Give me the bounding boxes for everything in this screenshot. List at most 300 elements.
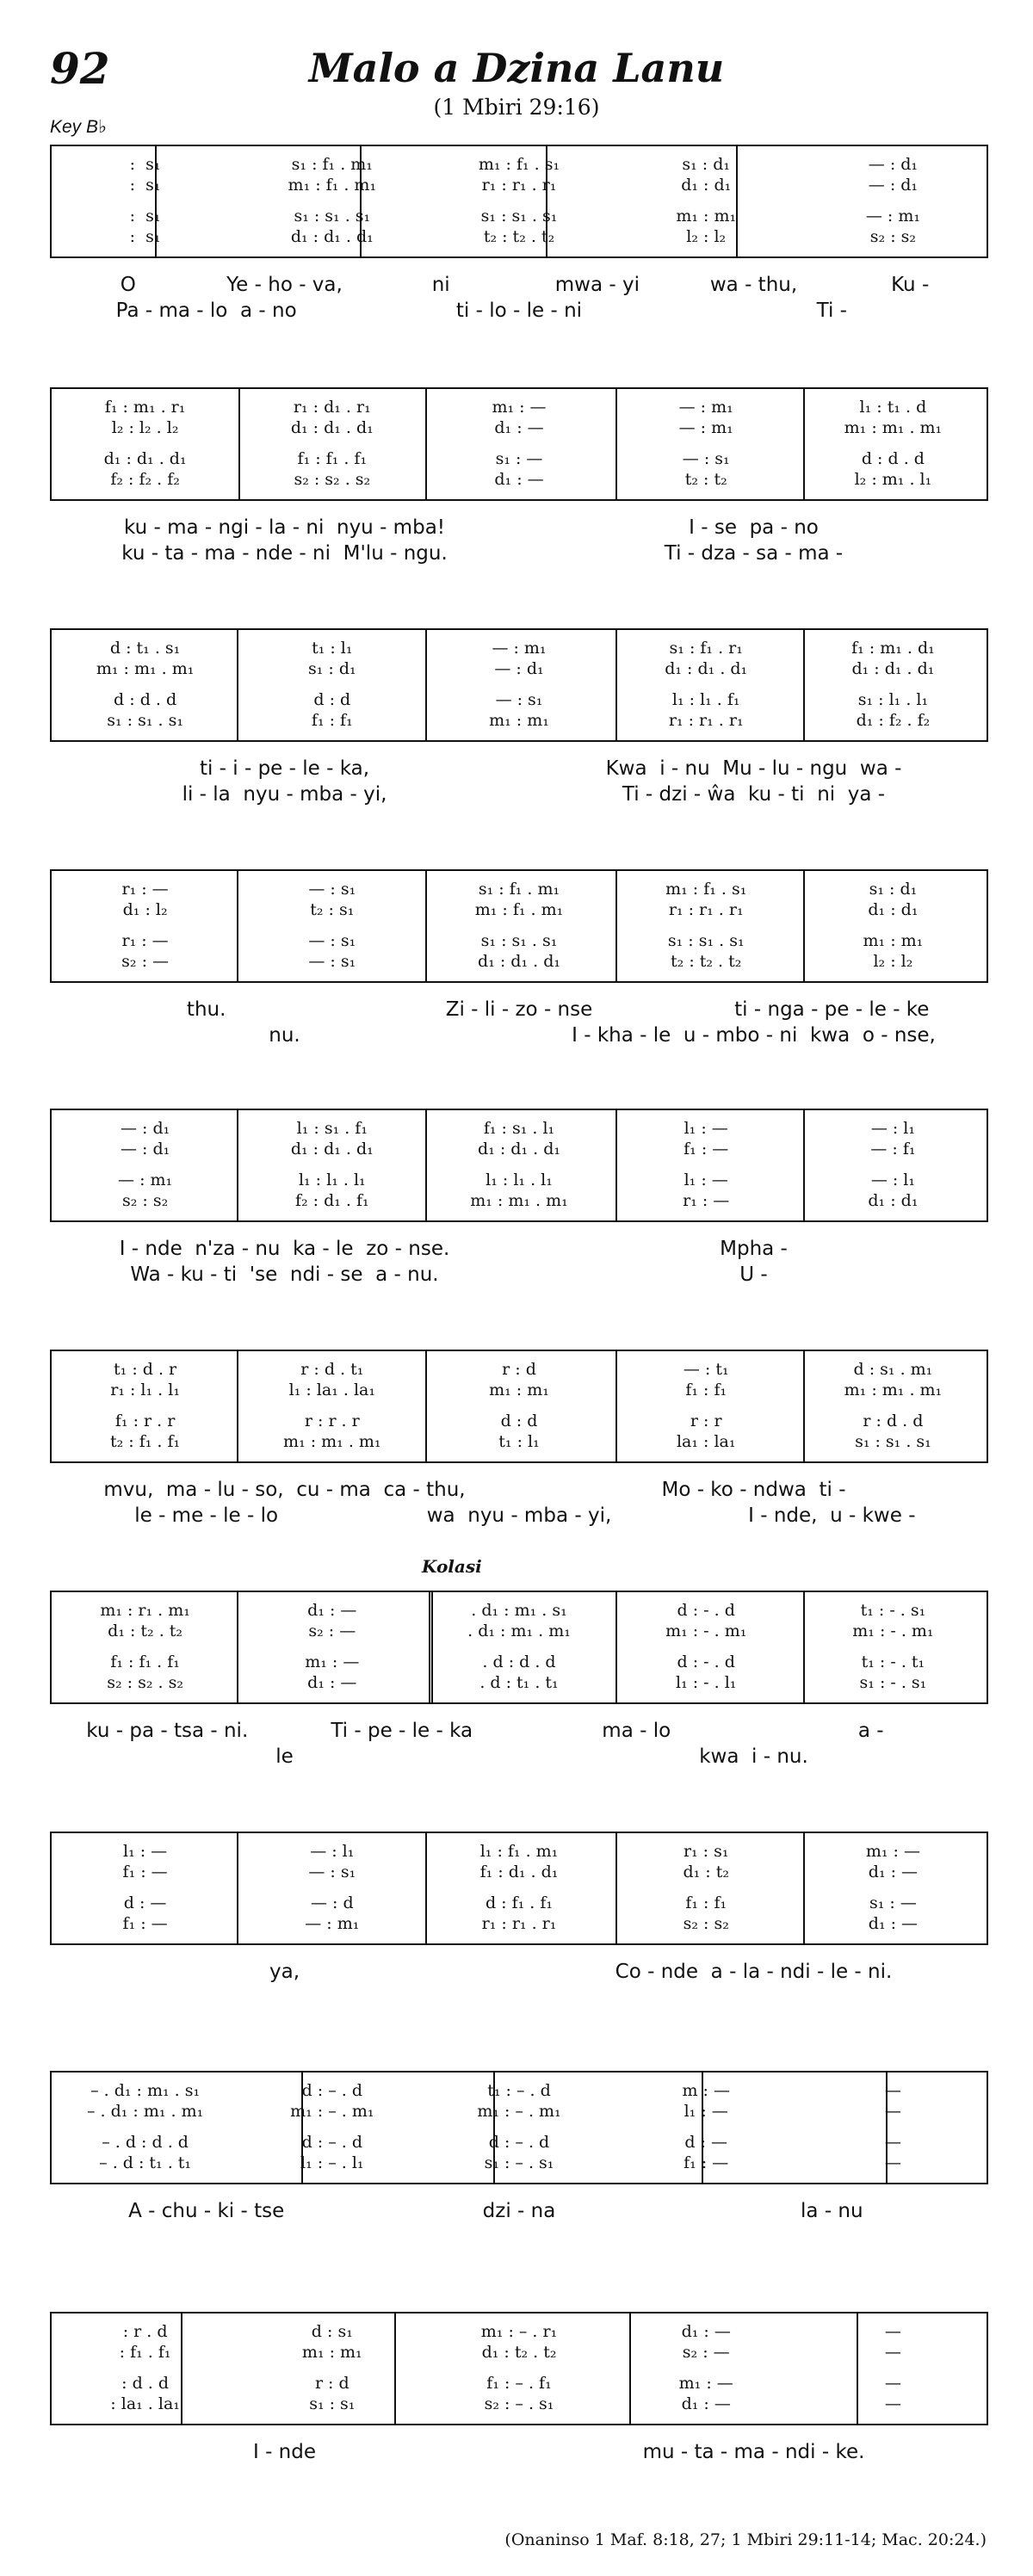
measure-notes: —	[884, 2322, 901, 2341]
measure-notes: s₁ : d₁	[682, 155, 731, 174]
measure-notes: t₂ : t₂	[684, 470, 727, 489]
lyric-phrase: I - nde	[252, 2441, 317, 2463]
measure-notes: s₁ : - . s₁	[859, 1673, 927, 1692]
lyrics-block	[50, 274, 988, 325]
measure-notes: la₁ : la₁	[676, 1432, 736, 1451]
lyrics-block	[50, 516, 988, 568]
measure-notes: l₁ : l₁ . f₁	[671, 690, 740, 709]
measure-notes: m₁ : - . m₁	[665, 1622, 747, 1640]
measure-notes: — : l₁	[870, 1171, 915, 1189]
measure-notes: f₁ : – . f₁	[486, 2374, 552, 2393]
measure-notes: d₁ : d₁ . d₁	[290, 227, 374, 246]
measure-notes: m₁ : m₁	[489, 711, 549, 730]
music-system	[50, 1350, 988, 1463]
measure-notes: – . d₁ : m₁ . m₁	[86, 2102, 204, 2121]
measure-notes: l₁ : —	[684, 1119, 728, 1138]
measure-notes: s₂ : s₂	[869, 227, 917, 246]
measure-notes: m₁ : m₁	[489, 1381, 549, 1399]
voice-part-row	[52, 1842, 987, 1863]
measure-notes: f₁ : —	[684, 2153, 729, 2172]
measure-notes: : s₁	[129, 227, 161, 246]
measure-notes: d₁ : d₁ . d₁	[103, 449, 187, 468]
measure-notes: f₁ : —	[122, 1863, 168, 1881]
measure-notes: s₁ : s₁ . s₁	[480, 207, 558, 225]
lyric-phrase: la - nu	[801, 2200, 863, 2222]
measure-notes: — : s₁	[308, 880, 356, 899]
measure-notes: t₁ : l₁	[312, 639, 353, 658]
voice-part-row	[52, 931, 987, 952]
measure-notes: r₁ : r₁ . r₁	[668, 900, 744, 919]
lyric-phrase: ku - ta - ma - nde - ni M'lu - ngu.	[121, 542, 448, 565]
measure-notes: r₁ : —	[121, 931, 169, 950]
measure-notes: s₁ : s₁ . s₁	[855, 1432, 931, 1451]
measure-notes: t₂ : t₂ . t₂	[483, 227, 555, 246]
measure-notes: m₁ : m₁ . m₁	[844, 1381, 943, 1399]
lyric-phrase: O	[120, 274, 136, 296]
lyric-phrase: Ti - pe - le - ka	[331, 1720, 473, 1742]
music-system	[50, 387, 988, 501]
measure-notes: d : d . d	[114, 690, 177, 709]
voice-part-row	[52, 2322, 987, 2343]
music-system	[50, 2312, 988, 2425]
lyric-line	[50, 2441, 988, 2467]
measure-notes: —	[884, 2374, 901, 2393]
voice-part-row	[52, 1171, 987, 1191]
measure-notes: – . d : d . d	[102, 2133, 189, 2152]
measure-notes: l₁ : —	[123, 1842, 168, 1861]
measure-notes: — : m₁	[678, 398, 733, 417]
measure-notes: r₁ : r₁ . r₁	[481, 176, 557, 195]
lyric-phrase: mvu, ma - lu - so, cu - ma ca - thu,	[103, 1479, 466, 1501]
measure-notes: r : d . d	[863, 1412, 924, 1430]
measure-notes: t₂ : s₁	[310, 900, 355, 919]
measure-notes: m₁ : – . m₁	[477, 2102, 561, 2121]
measure-notes: r₁ : —	[121, 880, 169, 899]
voice-part-row	[52, 1652, 987, 1673]
voice-part-row	[52, 2133, 987, 2153]
voice-part-row	[52, 1412, 987, 1432]
measure-notes: d₁ : d₁ . d₁	[478, 952, 560, 971]
voice-part-row	[52, 2374, 987, 2394]
measure-notes: s₁ : —	[869, 1893, 917, 1912]
measure-notes: s₁ : —	[495, 449, 543, 468]
measure-notes: f₁ : f₁ . f₁	[110, 1652, 180, 1671]
measure-notes: d₁ : —	[307, 1673, 357, 1692]
measure-notes: l₁ : l₁ . l₁	[486, 1171, 553, 1189]
measure-notes: d₁ : d₁ . d₁	[290, 1140, 374, 1158]
lyric-phrase: thu.	[186, 998, 226, 1021]
measure-notes: d₁ : d₁ . d₁	[665, 659, 748, 678]
voice-part-row	[52, 900, 987, 921]
music-system	[50, 1832, 988, 1945]
music-system	[50, 1109, 988, 1222]
measure-notes: l₂ : l₂	[873, 952, 913, 971]
lyric-phrase: I - nde, u - kwe -	[748, 1504, 916, 1527]
measure-notes: m₁ : m₁ . m₁	[470, 1191, 568, 1210]
lyrics-block	[50, 757, 988, 809]
measure-notes: : s₁	[129, 207, 161, 225]
lyric-phrase: ku - pa - tsa - ni.	[86, 1720, 249, 1742]
measure-notes: l₁ : —	[684, 2102, 728, 2121]
lyrics-block	[50, 1479, 988, 1530]
measure-notes: d : d . d	[861, 449, 925, 468]
measure-notes: d : f₁ . f₁	[485, 1893, 554, 1912]
voice-part-row	[52, 2394, 987, 2415]
measure-notes: — : s₁	[308, 952, 356, 971]
measure-notes: s₁ : f₁ . r₁	[669, 639, 743, 658]
measure-notes: l₁ : - . l₁	[676, 1673, 737, 1692]
voice-part-row	[52, 155, 987, 176]
lyric-phrase: Kwa i - nu Mu - lu - ngu wa -	[605, 757, 902, 780]
measure-notes: d₁ : d₁	[681, 176, 732, 195]
measure-notes: —	[884, 2394, 901, 2413]
measure-notes: —	[884, 2343, 901, 2362]
voice-part-row	[52, 1381, 987, 1401]
lyric-line	[50, 1961, 988, 1986]
voice-part-row	[52, 1140, 987, 1160]
voice-part-row	[52, 1601, 987, 1622]
measure-notes: d : - . d	[677, 1652, 735, 1671]
measure-notes: d₁ : d₁ . d₁	[851, 659, 935, 678]
measure-notes: d₁ : d₁ . d₁	[478, 1140, 560, 1158]
measure-notes: — : m₁	[118, 1171, 173, 1189]
measure-notes: r₁ : l₁ . l₁	[110, 1381, 180, 1399]
lyrics-block	[50, 2200, 988, 2226]
measure-notes: – . d : t₁ . t₁	[99, 2153, 192, 2172]
measure-notes: m : —	[682, 2081, 730, 2100]
measure-notes: r₁ : d₁ . r₁	[293, 398, 371, 417]
lyric-line	[50, 1479, 988, 1504]
measure-notes: s₁ : s₁	[309, 2394, 356, 2413]
measure-notes: d₁ : —	[307, 1601, 357, 1620]
references: (Onaninso 1 Maf. 8:18, 27; 1 Mbiri 29:11-14; Mac. 20:24.)	[504, 2530, 987, 2549]
scripture-reference: (1 Mbiri 29:16)	[433, 95, 600, 120]
measure-notes: — : m₁	[678, 418, 733, 437]
lyric-phrase: ya,	[269, 1961, 300, 1983]
measure-notes: r : d . t₁	[300, 1360, 364, 1379]
lyric-line	[50, 757, 988, 783]
lyric-phrase: ma - lo	[602, 1720, 671, 1742]
measure-notes: d : t₁ . s₁	[109, 639, 181, 658]
measure-notes: d₁ : f₂ . f₂	[856, 711, 931, 730]
measure-notes: l₁ : —	[684, 1171, 728, 1189]
measure-notes: d₁ : —	[868, 1914, 919, 1933]
measure-notes: — : d₁	[120, 1140, 170, 1158]
lyrics-block	[50, 1720, 988, 1771]
lyric-phrase: le - me - le - lo	[134, 1504, 279, 1527]
lyric-phrase: a -	[857, 1720, 884, 1742]
measure-notes: — : s₁	[308, 1863, 356, 1881]
measure-notes: s₂ : s₂	[121, 1191, 169, 1210]
measure-notes: l₁ : f₁ . m₁	[479, 1842, 559, 1861]
music-system	[50, 628, 988, 742]
lyric-phrase: Ti -	[816, 300, 847, 322]
measure-notes: — : l₁	[310, 1842, 355, 1861]
measure-notes: d : d	[500, 1412, 538, 1430]
measure-notes: : f₁ . f₁	[119, 2343, 171, 2362]
voice-part-row	[52, 1673, 987, 1694]
measure-notes: —	[884, 2102, 901, 2121]
measure-notes: l₂ : l₂ . l₂	[111, 418, 179, 437]
voice-part-row	[52, 176, 987, 196]
voice-part-row	[52, 2343, 987, 2363]
measure-notes: m₁ : f₁ . m₁	[288, 176, 377, 195]
voice-part-row	[52, 1914, 987, 1935]
measure-notes: s₁ : s₁ . s₁	[480, 931, 558, 950]
measure-notes: s₁ : s₁ . s₁	[667, 931, 745, 950]
measure-notes: t₂ : f₁ . f₁	[110, 1432, 181, 1451]
measure-notes: t₁ : l₁	[498, 1432, 540, 1451]
measure-notes: d₁ : t₂	[683, 1863, 729, 1881]
lyric-phrase: ti - i - pe - le - ka,	[199, 757, 370, 780]
measure-notes: l₁ : – . l₁	[300, 2153, 364, 2172]
measure-notes: d₁ : t₂ . t₂	[481, 2343, 557, 2362]
measure-notes: s₁ : d₁	[307, 659, 356, 678]
measure-notes: m₁ : —	[305, 1652, 360, 1671]
voice-part-row	[52, 2081, 987, 2102]
lyric-phrase: I - nde n'za - nu ka - le zo - nse.	[119, 1238, 450, 1260]
measure-notes: s₂ : —	[308, 1622, 356, 1640]
voice-part-row	[52, 449, 987, 470]
measure-notes: r₁ : s₁	[683, 1842, 729, 1861]
measure-notes: — : d₁	[494, 659, 544, 678]
measure-notes: t₁ : - . s₁	[860, 1601, 926, 1620]
kolasi-label: Kolasi	[422, 1556, 482, 1577]
hymn-number: 92	[50, 43, 110, 94]
measure-notes: d : d	[313, 690, 351, 709]
measure-notes: . d₁ : m₁ . m₁	[467, 1622, 571, 1640]
voice-part-row	[52, 1622, 987, 1642]
voice-part-row	[52, 639, 987, 659]
measure-notes: — : d₁	[120, 1119, 170, 1138]
measure-notes: f₁ : m₁ . d₁	[851, 639, 935, 658]
measure-notes: t₁ : - . t₁	[861, 1652, 925, 1671]
measure-notes: s₂ : —	[121, 952, 170, 971]
measure-notes: — : m₁	[865, 207, 920, 225]
measure-notes: d₁ : —	[494, 418, 544, 437]
lyric-line	[50, 300, 988, 325]
measure-notes: s₁ : s₁ . s₁	[294, 207, 371, 225]
measure-notes: r : d	[502, 1360, 536, 1379]
lyric-phrase: Pa - ma - lo a - no	[115, 300, 297, 322]
lyric-phrase: wa nyu - mba - yi,	[426, 1504, 612, 1527]
lyric-phrase: wa - thu,	[709, 274, 798, 296]
voice-part-row	[52, 1119, 987, 1140]
measure-notes: — : s₁	[682, 449, 730, 468]
voice-part-row	[52, 207, 987, 227]
measure-notes: m₁ : m₁ . m₁	[844, 418, 943, 437]
measure-notes: s₁ : d₁	[869, 880, 918, 899]
measure-notes: d : - . d	[677, 1601, 735, 1620]
voice-part-row	[52, 1432, 987, 1453]
music-system	[50, 1591, 988, 1704]
measure-notes: f₁ : d₁ . d₁	[479, 1863, 559, 1881]
measure-notes: d : —	[123, 1893, 167, 1912]
measure-notes: t₁ : – . d	[487, 2081, 551, 2100]
measure-notes: — : d₁	[868, 155, 919, 174]
music-system	[50, 2071, 988, 2184]
measure-notes: . d : d . d	[482, 1652, 556, 1671]
measure-notes: r : d	[314, 2374, 349, 2393]
measure-notes: m₁ : – . m₁	[290, 2102, 374, 2121]
voice-part-row	[52, 880, 987, 900]
measure-notes: s₂ : —	[682, 2343, 730, 2362]
measure-notes: — : d₁	[868, 176, 919, 195]
voice-part-row	[52, 1863, 987, 1883]
measure-notes: d₁ : d₁	[868, 1191, 919, 1210]
lyric-phrase: ti - nga - pe - le - ke	[734, 998, 930, 1021]
lyric-phrase: I - kha - le u - mbo - ni kwa o - nse,	[572, 1024, 936, 1047]
measure-notes: l₂ : l₂	[686, 227, 727, 246]
measure-notes: d₁ : l₂	[122, 900, 168, 919]
measure-notes: s₂ : s₂ . s₂	[107, 1673, 183, 1692]
measure-notes: d₁ : —	[494, 470, 544, 489]
voice-part-row	[52, 418, 987, 439]
measure-notes: m₁ : - . m₁	[852, 1622, 934, 1640]
lyric-line	[50, 2200, 988, 2226]
measure-notes: f₁ : f₁	[311, 711, 353, 730]
measure-notes: t₁ : d . r	[114, 1360, 177, 1379]
measure-notes: — : d	[310, 1893, 354, 1912]
measure-notes: m₁ : f₁ . s₁	[665, 880, 747, 899]
lyric-phrase: le	[275, 1745, 294, 1768]
lyric-line	[50, 1745, 988, 1771]
voice-part-row	[52, 2153, 987, 2174]
measure-notes: f₂ : f₂ . f₂	[110, 470, 180, 489]
measure-notes: m₁ : f₁ . s₁	[478, 155, 560, 174]
voice-part-row	[52, 1893, 987, 1914]
measure-notes: m₁ : r₁ . m₁	[100, 1601, 190, 1620]
lyric-phrase: Wa - ku - ti 'se ndi - se a - nu.	[130, 1263, 439, 1286]
measure-notes: — : l₁	[870, 1119, 915, 1138]
measure-notes: l₂ : m₁ . l₁	[854, 470, 932, 489]
measure-notes: r₁ : r₁ . r₁	[668, 711, 744, 730]
hymn-title: Malo a Dzina Lanu	[308, 45, 725, 91]
lyric-phrase: Ti - dza - sa - ma -	[664, 542, 844, 565]
lyric-phrase: nu.	[269, 1024, 300, 1047]
lyric-line	[50, 516, 988, 542]
measure-notes: d : s₁	[311, 2322, 353, 2341]
lyric-phrase: Mpha -	[720, 1238, 788, 1260]
measure-notes: . d₁ : m₁ . s₁	[471, 1601, 567, 1620]
measure-notes: m₁ : m₁	[301, 2343, 362, 2362]
key-signature: Key B♭	[50, 117, 107, 137]
measure-notes: d₁ : —	[681, 2322, 731, 2341]
voice-part-row	[52, 690, 987, 711]
measure-notes: t₂ : t₂ . t₂	[671, 952, 742, 971]
measure-notes: d₁ : d₁	[868, 900, 919, 919]
lyrics-block	[50, 998, 988, 1050]
lyrics-block	[50, 2441, 988, 2467]
lyric-phrase: kwa i - nu.	[699, 1745, 808, 1768]
measure-notes: m₁ : m₁ . m₁	[283, 1432, 381, 1451]
measure-notes: f₂ : d₁ . f₁	[294, 1191, 369, 1210]
lyrics-block	[50, 1238, 988, 1289]
voice-part-row	[52, 1360, 987, 1381]
voice-part-row	[52, 659, 987, 680]
measure-notes: m₁ : —	[678, 2374, 733, 2393]
measure-notes: d₁ : d₁ . d₁	[290, 418, 374, 437]
measure-notes: l₁ : t₁ . d	[859, 398, 927, 417]
lyric-line	[50, 998, 988, 1024]
measure-notes: r : r	[690, 1412, 722, 1430]
lyric-phrase: ti - lo - le - ni	[455, 300, 583, 322]
measure-notes: s₂ : – . s₁	[484, 2394, 554, 2413]
measure-notes: d₁ : t₂ . t₂	[108, 1622, 183, 1640]
lyric-phrase: mwa - yi	[554, 274, 640, 296]
measure-notes: s₁ : f₁ . m₁	[478, 880, 560, 899]
voice-part-row	[52, 398, 987, 418]
lyric-line	[50, 1720, 988, 1745]
voice-part-row	[52, 1191, 987, 1212]
lyric-phrase: A - chu - ki - tse	[128, 2200, 285, 2222]
lyric-phrase: ku - ma - ngi - la - ni nyu - mba!	[123, 516, 446, 539]
measure-notes: f₁ : —	[684, 1140, 729, 1158]
measure-notes: — : m₁	[305, 1914, 360, 1933]
measure-notes: d : – . d	[488, 2133, 550, 2152]
measure-notes: s₁ : – . s₁	[484, 2153, 554, 2172]
music-system	[50, 145, 988, 258]
measure-notes: f₁ : f₁	[685, 1381, 727, 1399]
lyric-line	[50, 1024, 988, 1050]
measure-notes: f₁ : r . r	[114, 1412, 176, 1430]
lyric-line	[50, 274, 988, 300]
measure-notes: : d . d	[121, 2374, 170, 2393]
lyric-phrase: U -	[739, 1263, 768, 1286]
measure-notes: — : m₁	[492, 639, 547, 658]
measure-notes: —	[884, 2153, 901, 2172]
lyric-phrase: Ye - ho - va,	[226, 274, 343, 296]
music-system	[50, 869, 988, 983]
measure-notes: d : —	[684, 2133, 728, 2152]
measure-notes: s₁ : s₁ . s₁	[107, 711, 183, 730]
lyric-phrase: I - se pa - no	[689, 516, 819, 539]
lyric-phrase: mu - ta - ma - ndi - ke.	[642, 2441, 865, 2463]
measure-notes: : s₁	[129, 176, 161, 195]
measure-notes: f₁ : f₁	[685, 1893, 727, 1912]
voice-part-row	[52, 470, 987, 491]
measure-notes: : la₁ . la₁	[110, 2394, 180, 2413]
measure-notes: —	[884, 2081, 901, 2100]
lyric-phrase: ni	[431, 274, 450, 296]
lyric-phrase: Mo - ko - ndwa ti -	[661, 1479, 846, 1501]
lyric-phrase: Ti - dzi - ŵa ku - ti ni ya -	[622, 783, 886, 806]
measure-notes: — : f₁	[870, 1140, 916, 1158]
measure-notes: : r . d	[122, 2322, 168, 2341]
voice-part-row	[52, 227, 987, 248]
measure-notes: d₁ : —	[681, 2394, 731, 2413]
measure-notes: s₂ : s₂ . s₂	[294, 470, 371, 489]
measure-notes: . d : t₁ . t₁	[479, 1673, 559, 1692]
measure-notes: f₁ : m₁ . r₁	[104, 398, 186, 417]
measure-notes: f₁ : s₁ . l₁	[483, 1119, 555, 1138]
measure-notes: s₁ : f₁ . m₁	[291, 155, 373, 174]
measure-notes: s₂ : s₂	[683, 1914, 729, 1933]
voice-part-row	[52, 711, 987, 732]
lyric-line	[50, 1263, 988, 1289]
measure-notes: d : – . d	[301, 2081, 363, 2100]
measure-notes: : s₁	[129, 155, 161, 174]
measure-notes: d₁ : —	[868, 1863, 919, 1881]
measure-notes: d : – . d	[301, 2133, 363, 2152]
lyric-phrase: Co - nde a - la - ndi - le - ni.	[615, 1961, 893, 1983]
measure-notes: m₁ : – . r₁	[480, 2322, 558, 2341]
lyric-phrase: Ku -	[891, 274, 930, 296]
lyric-phrase: Zi - li - zo - nse	[445, 998, 593, 1021]
lyric-line	[50, 542, 988, 568]
lyric-line	[50, 1504, 988, 1530]
measure-notes: — : t₁	[683, 1360, 729, 1379]
